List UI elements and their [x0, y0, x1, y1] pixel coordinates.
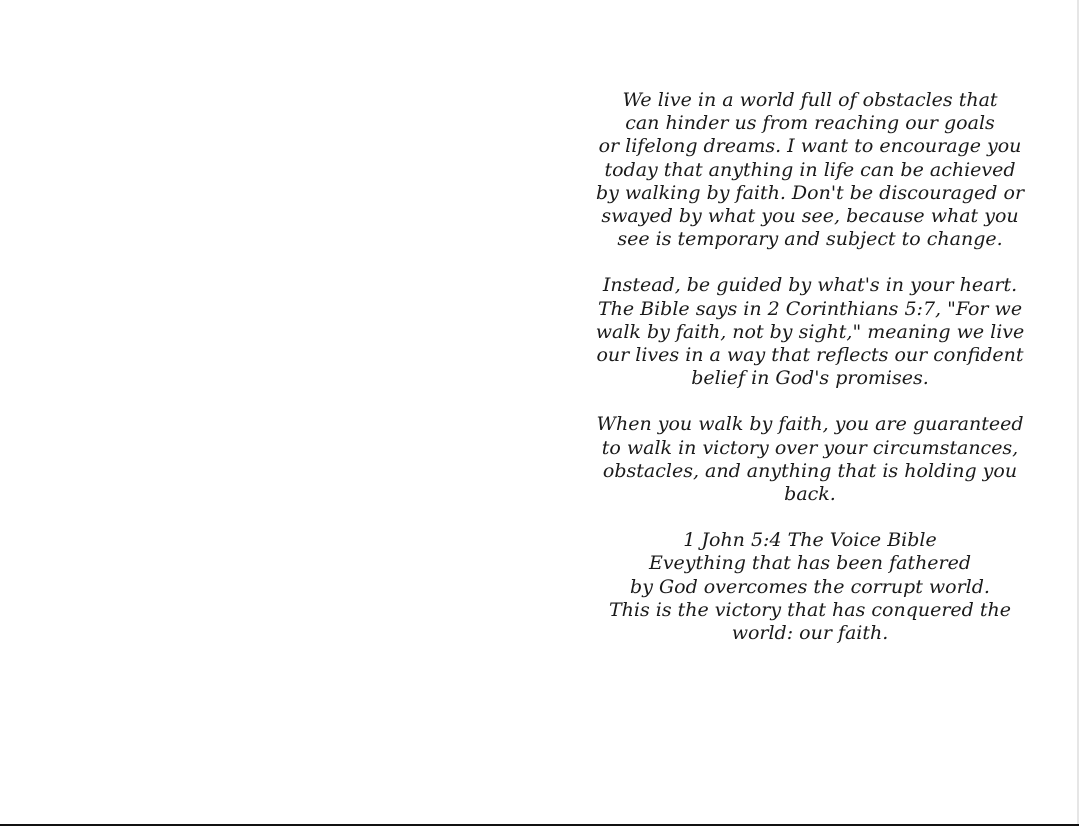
paragraph-guided-by-heart: [590, 274, 1030, 390]
scripture-quote: [590, 529, 1030, 645]
text-line: our lives in a way that reflects our confident: [596, 344, 1024, 367]
text-line: Eveything that has been fathered: [648, 552, 972, 575]
text-line: or lifelong dreams. I want to encourage you: [598, 135, 1022, 158]
text-line: The Bible says in 2 Corinthians 5:7, "For we: [597, 297, 1023, 320]
text-line: We live in a world full of obstacles that: [622, 89, 998, 111]
scripture-reference: 1 John 5:4 The Voice Bible: [683, 529, 937, 552]
text-line: to walk in victory over your circumstances,: [601, 436, 1019, 459]
text-line: This is the victory that has conquered the: [608, 598, 1011, 621]
text-line: When you walk by faith, you are guaranteed: [596, 413, 1024, 436]
text-line: can hinder us from reaching our goals: [625, 112, 995, 135]
text-line: see is temporary and subject to change.: [617, 228, 1003, 251]
devotional-text-block: [590, 89, 1030, 668]
text-line: by walking by faith. Don't be discouraged or: [595, 181, 1025, 204]
text-line: back.: [784, 483, 836, 506]
text-line: by God overcomes the corrupt world.: [630, 575, 990, 598]
text-line: today that anything in life can be achieved: [604, 158, 1016, 181]
text-line: obstacles, and anything that is holding you: [602, 459, 1018, 482]
text-line: walk by faith, not by sight," meaning we live: [595, 320, 1025, 343]
text-line: Instead, be guided by what's in your heart.: [602, 274, 1018, 297]
paragraph-obstacles: [590, 89, 1030, 251]
text-line: swayed by what you see, because what you: [601, 205, 1019, 228]
text-line: belief in God's promises.: [691, 367, 929, 390]
paragraph-victory: [590, 413, 1030, 506]
text-line: world: our faith.: [731, 622, 889, 645]
